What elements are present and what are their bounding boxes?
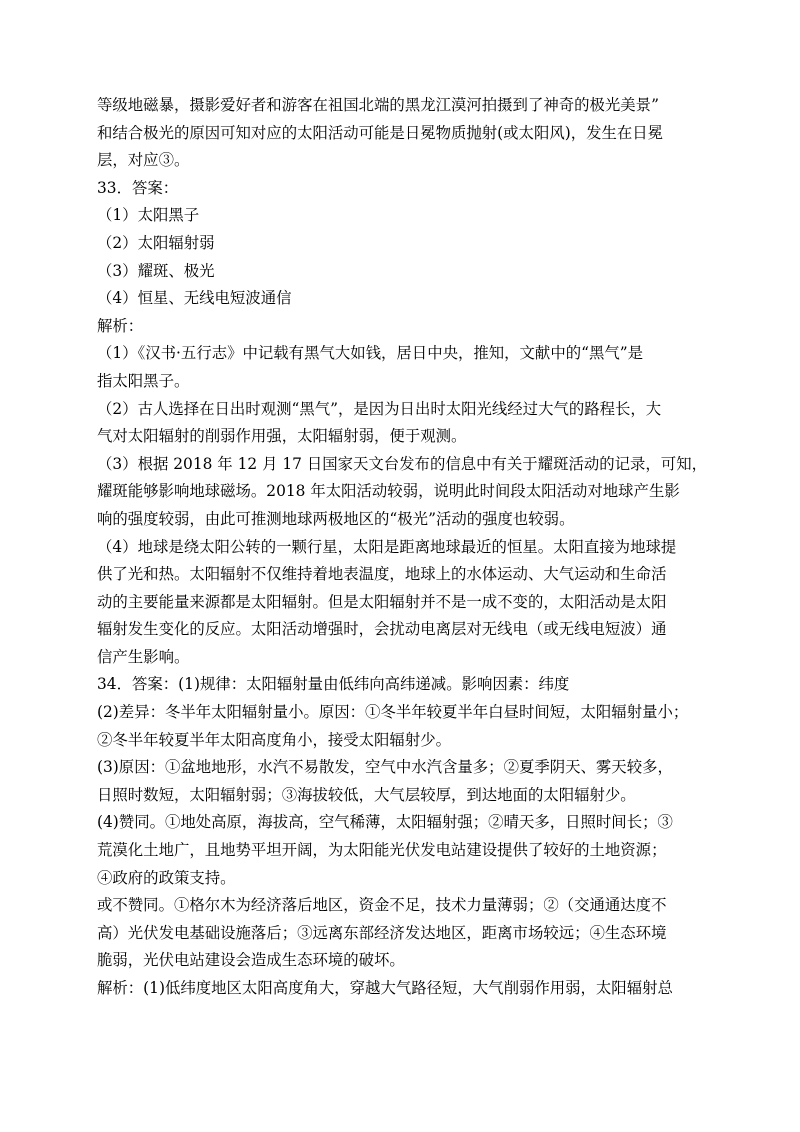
- text-line: 荒漠化土地广，且地势平坦开阔，为太阳能光伏发电站建设提供了较好的土地资源；: [97, 841, 667, 860]
- text-line: 动的主要能量来源都是太阳辐射。但是太阳辐射并不是一成不变的，太阳活动是太阳: [97, 592, 667, 611]
- text-line: 响的强度较弱，由此可推测地球两极地区的“极光”活动的强度也较弱。: [97, 509, 575, 528]
- text-line: (3)原因：①盆地地形，水汽不易散发，空气中水汽含量多；②夏季阴天、雾天较多，: [97, 758, 673, 777]
- text-line: (2)差异：冬半年太阳辐射量小。原因：①冬半年较夏半年白昼时间短，太阳辐射量小；: [97, 703, 689, 722]
- text-line: ②冬半年较夏半年太阳高度角小，接受太阳辐射少。: [97, 730, 451, 749]
- text-line: 或不赞同。①格尔木为经济落后地区，资金不足，技术力量薄弱；②（交通通达度不: [97, 896, 667, 915]
- text-line: 和结合极光的原因可知对应的太阳活动可能是日冕物质抛射(或太阳风)，发生在日冕: [97, 123, 664, 142]
- text-line: 等级地磁暴，摄影爱好者和游客在祖国北端的黑龙江漠河拍摄到了神奇的极光美景”: [97, 96, 659, 114]
- text-line: （4）地球是绕太阳公转的一颗行星，太阳是距离地球最近的恒星。太阳直接为地球提: [97, 537, 677, 556]
- text-line: 辐射发生变化的反应。太阳活动增强时，会扰动电离层对无线电（或无线电短波）通: [97, 620, 667, 639]
- text-line: 气对太阳辐射的削弱作用强，太阳辐射弱，便于观测。: [97, 427, 467, 446]
- text-line: 耀斑能够影响地球磁场。2018 年太阳活动较弱，说明此时间段太阳活动对地球产生影: [97, 482, 680, 501]
- answer-item: （2）太阳辐射弱: [97, 233, 215, 252]
- text-line: （2）古人选择在日出时观测“黑气”，是因为日出时太阳光线经过大气的路程长，大: [97, 399, 662, 418]
- text-line: 信产生影响。: [97, 647, 190, 666]
- answer-heading-33: 33．答案：: [97, 178, 179, 197]
- text-line: (4)赞同。①地处高原，海拔高，空气稀薄，太阳辐射强；②晴天多，日照时间长；③: [97, 813, 673, 832]
- analysis-heading: 解析：: [97, 316, 144, 335]
- answer-item: （1）太阳黑子: [97, 206, 200, 225]
- text-line: 层，对应③。: [97, 151, 190, 170]
- text-line: （1）《汉书·五行志》中记载有黑气大如钱，居日中央，推知，文献中的“黑气”是: [97, 344, 644, 363]
- text-line: 脆弱，光伏电站建设会造成生态环境的破坏。: [97, 951, 405, 970]
- answer-item: （4）恒星、无线电短波通信: [97, 289, 292, 308]
- text-line: ④政府的政策支持。: [97, 868, 236, 887]
- answer-heading-34: 34．答案：(1)规律：太阳辐射量由低纬向高纬递减。影响因素：纬度: [97, 675, 570, 694]
- text-line: 指太阳黑子。: [97, 371, 190, 390]
- document-page: [97, 92, 707, 1003]
- text-line: （3）根据 2018 年 12 月 17 日国家天文台发布的信息中有关于耀斑活动的记录，可知，: [97, 454, 707, 473]
- text-line: 供了光和热。太阳辐射不仅维持着地表温度，地球上的水体运动、大气运动和生命活: [97, 565, 667, 584]
- text-line: 日照时数短，太阳辐射弱；③海拔较低，大气层较厚，到达地面的太阳辐射少。: [97, 785, 636, 804]
- text-line: 解析：(1)低纬度地区太阳高度角大，穿越大气路径短，大气削弱作用弱，太阳辐射总: [97, 979, 673, 997]
- text-line: 高）光伏发电基础设施落后；③远离东部经济发达地区，距离市场较远；④生态环境: [97, 923, 667, 942]
- answer-item: （3）耀斑、极光: [97, 261, 215, 280]
